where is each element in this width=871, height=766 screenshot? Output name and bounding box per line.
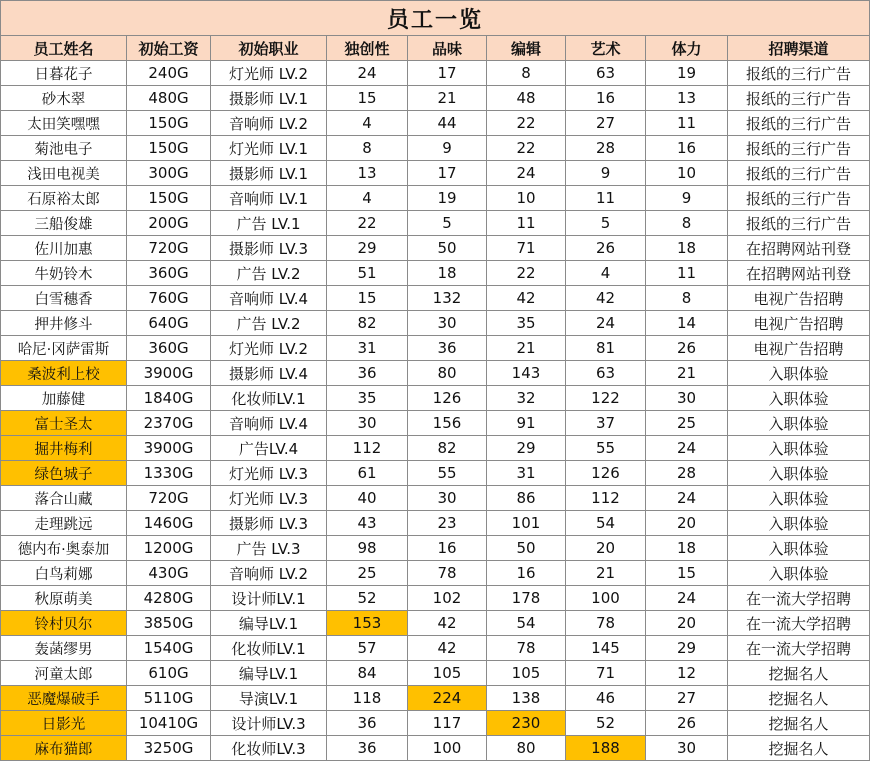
column-header-editing[interactable]: 编辑 [487, 36, 566, 61]
table-row [1, 386, 870, 411]
stamina-cell[interactable]: 11 [646, 111, 728, 136]
originality-cell[interactable]: 24 [327, 61, 408, 86]
channel-cell[interactable]: 在一流大学招聘 [728, 611, 870, 636]
name-cell[interactable]: 砂木翠 [1, 86, 127, 111]
art-cell[interactable]: 81 [566, 336, 646, 361]
table-row [1, 211, 870, 236]
table-row [1, 511, 870, 536]
editing-cell[interactable]: 86 [487, 486, 566, 511]
column-header-originality[interactable]: 独创性 [327, 36, 408, 61]
job-cell[interactable]: 音响师 LV.2 [211, 561, 327, 586]
column-header-name[interactable]: 员工姓名 [1, 36, 127, 61]
job-cell[interactable]: 广告 LV.3 [211, 536, 327, 561]
stamina-cell[interactable]: 18 [646, 536, 728, 561]
art-cell[interactable]: 188 [566, 736, 646, 761]
name-cell[interactable]: 秋原萌美 [1, 586, 127, 611]
stamina-cell[interactable]: 26 [646, 711, 728, 736]
job-cell[interactable]: 广告LV.4 [211, 436, 327, 461]
taste-cell[interactable]: 42 [408, 611, 487, 636]
salary-cell[interactable]: 200G [127, 211, 211, 236]
name-cell[interactable]: 太田笑嘿嘿 [1, 111, 127, 136]
taste-cell[interactable]: 17 [408, 61, 487, 86]
originality-cell[interactable]: 30 [327, 411, 408, 436]
table-row [1, 736, 870, 761]
channel-cell[interactable]: 报纸的三行广告 [728, 61, 870, 86]
channel-cell[interactable]: 电视广告招聘 [728, 286, 870, 311]
stamina-cell[interactable]: 13 [646, 86, 728, 111]
column-header-salary[interactable]: 初始工资 [127, 36, 211, 61]
art-cell[interactable]: 16 [566, 86, 646, 111]
salary-cell[interactable]: 3850G [127, 611, 211, 636]
editing-cell[interactable]: 71 [487, 236, 566, 261]
channel-cell[interactable]: 电视广告招聘 [728, 336, 870, 361]
art-cell[interactable]: 112 [566, 486, 646, 511]
channel-cell[interactable]: 入职体验 [728, 436, 870, 461]
name-cell[interactable]: 麻布猫郎 [1, 736, 127, 761]
salary-cell[interactable]: 760G [127, 286, 211, 311]
originality-cell[interactable]: 25 [327, 561, 408, 586]
editing-cell[interactable]: 8 [487, 61, 566, 86]
editing-cell[interactable]: 11 [487, 211, 566, 236]
column-header-stamina[interactable]: 体力 [646, 36, 728, 61]
art-cell[interactable]: 42 [566, 286, 646, 311]
stamina-cell[interactable]: 29 [646, 636, 728, 661]
taste-cell[interactable]: 30 [408, 486, 487, 511]
taste-cell[interactable]: 17 [408, 161, 487, 186]
stamina-cell[interactable]: 14 [646, 311, 728, 336]
name-cell[interactable]: 落合山藏 [1, 486, 127, 511]
name-cell[interactable]: 德内布·奥泰加 [1, 536, 127, 561]
name-cell[interactable]: 浅田电视美 [1, 161, 127, 186]
taste-cell[interactable]: 224 [408, 686, 487, 711]
name-cell[interactable]: 桑波利上校 [1, 361, 127, 386]
name-cell[interactable]: 白鸟莉娜 [1, 561, 127, 586]
originality-cell[interactable]: 57 [327, 636, 408, 661]
table-row [1, 136, 870, 161]
job-cell[interactable]: 音响师 LV.4 [211, 411, 327, 436]
job-cell[interactable]: 灯光师 LV.2 [211, 61, 327, 86]
art-cell[interactable]: 27 [566, 111, 646, 136]
name-cell[interactable]: 掘井梅利 [1, 436, 127, 461]
stamina-cell[interactable]: 12 [646, 661, 728, 686]
job-cell[interactable]: 广告 LV.1 [211, 211, 327, 236]
job-cell[interactable]: 导演LV.1 [211, 686, 327, 711]
channel-cell[interactable]: 挖掘名人 [728, 711, 870, 736]
originality-cell[interactable]: 52 [327, 586, 408, 611]
art-cell[interactable]: 4 [566, 261, 646, 286]
originality-cell[interactable]: 4 [327, 111, 408, 136]
taste-cell[interactable]: 16 [408, 536, 487, 561]
salary-cell[interactable]: 150G [127, 186, 211, 211]
originality-cell[interactable]: 84 [327, 661, 408, 686]
originality-cell[interactable]: 61 [327, 461, 408, 486]
originality-cell[interactable]: 82 [327, 311, 408, 336]
art-cell[interactable]: 11 [566, 186, 646, 211]
salary-cell[interactable]: 3900G [127, 361, 211, 386]
channel-cell[interactable]: 电视广告招聘 [728, 311, 870, 336]
channel-cell[interactable]: 在一流大学招聘 [728, 636, 870, 661]
originality-cell[interactable]: 15 [327, 286, 408, 311]
column-header-taste[interactable]: 品味 [408, 36, 487, 61]
salary-cell[interactable]: 480G [127, 86, 211, 111]
editing-cell[interactable]: 24 [487, 161, 566, 186]
name-cell[interactable]: 押井修斗 [1, 311, 127, 336]
name-cell[interactable]: 走理跳远 [1, 511, 127, 536]
channel-cell[interactable]: 报纸的三行广告 [728, 111, 870, 136]
salary-cell[interactable]: 1200G [127, 536, 211, 561]
job-cell[interactable]: 灯光师 LV.3 [211, 461, 327, 486]
name-cell[interactable]: 日影光 [1, 711, 127, 736]
table-row [1, 236, 870, 261]
originality-cell[interactable]: 4 [327, 186, 408, 211]
table-row [1, 311, 870, 336]
name-cell[interactable]: 佐川加惠 [1, 236, 127, 261]
editing-cell[interactable]: 21 [487, 336, 566, 361]
table-row [1, 611, 870, 636]
taste-cell[interactable]: 55 [408, 461, 487, 486]
originality-cell[interactable]: 51 [327, 261, 408, 286]
taste-cell[interactable]: 78 [408, 561, 487, 586]
salary-cell[interactable]: 10410G [127, 711, 211, 736]
editing-cell[interactable]: 78 [487, 636, 566, 661]
taste-cell[interactable]: 23 [408, 511, 487, 536]
editing-cell[interactable]: 29 [487, 436, 566, 461]
originality-cell[interactable]: 118 [327, 686, 408, 711]
table-row [1, 86, 870, 111]
channel-cell[interactable]: 挖掘名人 [728, 686, 870, 711]
editing-cell[interactable]: 178 [487, 586, 566, 611]
salary-cell[interactable]: 5110G [127, 686, 211, 711]
name-cell[interactable]: 轰菡缪男 [1, 636, 127, 661]
channel-cell[interactable]: 报纸的三行广告 [728, 211, 870, 236]
taste-cell[interactable]: 5 [408, 211, 487, 236]
taste-cell[interactable]: 80 [408, 361, 487, 386]
job-cell[interactable]: 化妆师LV.1 [211, 386, 327, 411]
table-row [1, 361, 870, 386]
table-row [1, 461, 870, 486]
art-cell[interactable]: 126 [566, 461, 646, 486]
originality-cell[interactable]: 153 [327, 611, 408, 636]
taste-cell[interactable]: 100 [408, 736, 487, 761]
channel-cell[interactable]: 入职体验 [728, 361, 870, 386]
art-cell[interactable]: 122 [566, 386, 646, 411]
job-cell[interactable]: 摄影师 LV.1 [211, 86, 327, 111]
job-cell[interactable]: 灯光师 LV.3 [211, 486, 327, 511]
channel-cell[interactable]: 在招聘网站刊登 [728, 261, 870, 286]
salary-cell[interactable]: 360G [127, 336, 211, 361]
stamina-cell[interactable]: 25 [646, 411, 728, 436]
salary-cell[interactable]: 430G [127, 561, 211, 586]
name-cell[interactable]: 日暮花子 [1, 61, 127, 86]
table-row [1, 536, 870, 561]
name-cell[interactable]: 牛奶铃木 [1, 261, 127, 286]
column-header-row [1, 36, 870, 61]
salary-cell[interactable]: 300G [127, 161, 211, 186]
taste-cell[interactable]: 9 [408, 136, 487, 161]
originality-cell[interactable]: 36 [327, 736, 408, 761]
stamina-cell[interactable]: 20 [646, 611, 728, 636]
editing-cell[interactable]: 143 [487, 361, 566, 386]
stamina-cell[interactable]: 30 [646, 386, 728, 411]
channel-cell[interactable]: 挖掘名人 [728, 736, 870, 761]
editing-cell[interactable]: 10 [487, 186, 566, 211]
stamina-cell[interactable]: 24 [646, 436, 728, 461]
salary-cell[interactable]: 150G [127, 111, 211, 136]
originality-cell[interactable]: 31 [327, 336, 408, 361]
editing-cell[interactable]: 16 [487, 561, 566, 586]
name-cell[interactable]: 三船俊雄 [1, 211, 127, 236]
table-row [1, 561, 870, 586]
stamina-cell[interactable]: 10 [646, 161, 728, 186]
salary-cell[interactable]: 720G [127, 236, 211, 261]
salary-cell[interactable]: 1540G [127, 636, 211, 661]
originality-cell[interactable]: 22 [327, 211, 408, 236]
salary-cell[interactable]: 720G [127, 486, 211, 511]
salary-cell[interactable]: 1840G [127, 386, 211, 411]
job-cell[interactable]: 编导LV.1 [211, 611, 327, 636]
channel-cell[interactable]: 在一流大学招聘 [728, 586, 870, 611]
stamina-cell[interactable]: 16 [646, 136, 728, 161]
art-cell[interactable]: 28 [566, 136, 646, 161]
column-header-job[interactable]: 初始职业 [211, 36, 327, 61]
editing-cell[interactable]: 101 [487, 511, 566, 536]
channel-cell[interactable]: 入职体验 [728, 386, 870, 411]
stamina-cell[interactable]: 8 [646, 286, 728, 311]
originality-cell[interactable]: 36 [327, 361, 408, 386]
editing-cell[interactable]: 31 [487, 461, 566, 486]
job-cell[interactable]: 广告 LV.2 [211, 311, 327, 336]
taste-cell[interactable]: 21 [408, 86, 487, 111]
taste-cell[interactable]: 50 [408, 236, 487, 261]
table-row [1, 336, 870, 361]
table-row [1, 486, 870, 511]
name-cell[interactable]: 恶魔爆破手 [1, 686, 127, 711]
job-cell[interactable]: 编导LV.1 [211, 661, 327, 686]
channel-cell[interactable]: 报纸的三行广告 [728, 186, 870, 211]
name-cell[interactable]: 铃村贝尔 [1, 611, 127, 636]
salary-cell[interactable]: 3250G [127, 736, 211, 761]
art-cell[interactable]: 37 [566, 411, 646, 436]
art-cell[interactable]: 71 [566, 661, 646, 686]
job-cell[interactable]: 摄影师 LV.3 [211, 236, 327, 261]
channel-cell[interactable]: 入职体验 [728, 536, 870, 561]
art-cell[interactable]: 24 [566, 311, 646, 336]
salary-cell[interactable]: 640G [127, 311, 211, 336]
originality-cell[interactable]: 35 [327, 386, 408, 411]
table-row [1, 261, 870, 286]
salary-cell[interactable]: 4280G [127, 586, 211, 611]
art-cell[interactable]: 52 [566, 711, 646, 736]
title-row [1, 1, 870, 36]
job-cell[interactable]: 摄影师 LV.4 [211, 361, 327, 386]
salary-cell[interactable]: 610G [127, 661, 211, 686]
job-cell[interactable]: 灯光师 LV.1 [211, 136, 327, 161]
art-cell[interactable]: 55 [566, 436, 646, 461]
art-cell[interactable]: 5 [566, 211, 646, 236]
column-header-art[interactable]: 艺术 [566, 36, 646, 61]
art-cell[interactable]: 54 [566, 511, 646, 536]
table-row [1, 111, 870, 136]
channel-cell[interactable]: 入职体验 [728, 511, 870, 536]
taste-cell[interactable]: 117 [408, 711, 487, 736]
salary-cell[interactable]: 3900G [127, 436, 211, 461]
table-title: 员工一览 [1, 1, 870, 36]
job-cell[interactable]: 化妆师LV.3 [211, 736, 327, 761]
stamina-cell[interactable]: 20 [646, 511, 728, 536]
taste-cell[interactable]: 156 [408, 411, 487, 436]
stamina-cell[interactable]: 26 [646, 336, 728, 361]
originality-cell[interactable]: 29 [327, 236, 408, 261]
art-cell[interactable]: 26 [566, 236, 646, 261]
editing-cell[interactable]: 80 [487, 736, 566, 761]
stamina-cell[interactable]: 18 [646, 236, 728, 261]
editing-cell[interactable]: 22 [487, 261, 566, 286]
channel-cell[interactable]: 挖掘名人 [728, 661, 870, 686]
name-cell[interactable]: 绿色城子 [1, 461, 127, 486]
name-cell[interactable]: 河童太郎 [1, 661, 127, 686]
taste-cell[interactable]: 36 [408, 336, 487, 361]
art-cell[interactable]: 100 [566, 586, 646, 611]
name-cell[interactable]: 富士圣太 [1, 411, 127, 436]
name-cell[interactable]: 加藤健 [1, 386, 127, 411]
job-cell[interactable]: 摄影师 LV.3 [211, 511, 327, 536]
originality-cell[interactable]: 13 [327, 161, 408, 186]
originality-cell[interactable]: 112 [327, 436, 408, 461]
table-row [1, 411, 870, 436]
stamina-cell[interactable]: 27 [646, 686, 728, 711]
name-cell[interactable]: 石原裕太郎 [1, 186, 127, 211]
originality-cell[interactable]: 36 [327, 711, 408, 736]
job-cell[interactable]: 广告 LV.2 [211, 261, 327, 286]
art-cell[interactable]: 9 [566, 161, 646, 186]
table-row [1, 161, 870, 186]
table-row [1, 686, 870, 711]
channel-cell[interactable]: 入职体验 [728, 411, 870, 436]
salary-cell[interactable]: 1330G [127, 461, 211, 486]
channel-cell[interactable]: 报纸的三行广告 [728, 86, 870, 111]
editing-cell[interactable]: 230 [487, 711, 566, 736]
stamina-cell[interactable]: 24 [646, 486, 728, 511]
originality-cell[interactable]: 40 [327, 486, 408, 511]
table-row [1, 286, 870, 311]
stamina-cell[interactable]: 21 [646, 361, 728, 386]
job-cell[interactable]: 设计师LV.1 [211, 586, 327, 611]
salary-cell[interactable]: 360G [127, 261, 211, 286]
table-row [1, 711, 870, 736]
table-body [1, 61, 870, 761]
editing-cell[interactable]: 105 [487, 661, 566, 686]
stamina-cell[interactable]: 28 [646, 461, 728, 486]
stamina-cell[interactable]: 24 [646, 586, 728, 611]
salary-cell[interactable]: 1460G [127, 511, 211, 536]
taste-cell[interactable]: 126 [408, 386, 487, 411]
channel-cell[interactable]: 入职体验 [728, 486, 870, 511]
job-cell[interactable]: 音响师 LV.4 [211, 286, 327, 311]
table-row [1, 61, 870, 86]
originality-cell[interactable]: 8 [327, 136, 408, 161]
taste-cell[interactable]: 105 [408, 661, 487, 686]
stamina-cell[interactable]: 30 [646, 736, 728, 761]
name-cell[interactable]: 菊池电子 [1, 136, 127, 161]
editing-cell[interactable]: 91 [487, 411, 566, 436]
salary-cell[interactable]: 2370G [127, 411, 211, 436]
editing-cell[interactable]: 50 [487, 536, 566, 561]
channel-cell[interactable]: 报纸的三行广告 [728, 136, 870, 161]
table-row [1, 661, 870, 686]
editing-cell[interactable]: 32 [487, 386, 566, 411]
art-cell[interactable]: 20 [566, 536, 646, 561]
originality-cell[interactable]: 98 [327, 536, 408, 561]
name-cell[interactable]: 白雪穗香 [1, 286, 127, 311]
salary-cell[interactable]: 240G [127, 61, 211, 86]
name-cell[interactable]: 哈尼·冈萨雷斯 [1, 336, 127, 361]
table-row [1, 586, 870, 611]
art-cell[interactable]: 63 [566, 61, 646, 86]
channel-cell[interactable]: 入职体验 [728, 561, 870, 586]
salary-cell[interactable]: 150G [127, 136, 211, 161]
editing-cell[interactable]: 22 [487, 111, 566, 136]
stamina-cell[interactable]: 8 [646, 211, 728, 236]
art-cell[interactable]: 46 [566, 686, 646, 711]
editing-cell[interactable]: 54 [487, 611, 566, 636]
table-row [1, 636, 870, 661]
editing-cell[interactable]: 35 [487, 311, 566, 336]
taste-cell[interactable]: 82 [408, 436, 487, 461]
column-header-channel[interactable]: 招聘渠道 [728, 36, 870, 61]
editing-cell[interactable]: 22 [487, 136, 566, 161]
channel-cell[interactable]: 在招聘网站刊登 [728, 236, 870, 261]
originality-cell[interactable]: 43 [327, 511, 408, 536]
taste-cell[interactable]: 44 [408, 111, 487, 136]
taste-cell[interactable]: 18 [408, 261, 487, 286]
stamina-cell[interactable]: 9 [646, 186, 728, 211]
job-cell[interactable]: 音响师 LV.2 [211, 111, 327, 136]
channel-cell[interactable]: 报纸的三行广告 [728, 161, 870, 186]
job-cell[interactable]: 摄影师 LV.1 [211, 161, 327, 186]
editing-cell[interactable]: 42 [487, 286, 566, 311]
art-cell[interactable]: 78 [566, 611, 646, 636]
stamina-cell[interactable]: 15 [646, 561, 728, 586]
taste-cell[interactable]: 30 [408, 311, 487, 336]
art-cell[interactable]: 21 [566, 561, 646, 586]
art-cell[interactable]: 63 [566, 361, 646, 386]
taste-cell[interactable]: 19 [408, 186, 487, 211]
taste-cell[interactable]: 42 [408, 636, 487, 661]
originality-cell[interactable]: 15 [327, 86, 408, 111]
job-cell[interactable]: 音响师 LV.1 [211, 186, 327, 211]
channel-cell[interactable]: 入职体验 [728, 461, 870, 486]
editing-cell[interactable]: 138 [487, 686, 566, 711]
job-cell[interactable]: 化妆师LV.1 [211, 636, 327, 661]
table-row [1, 186, 870, 211]
taste-cell[interactable]: 132 [408, 286, 487, 311]
job-cell[interactable]: 灯光师 LV.2 [211, 336, 327, 361]
stamina-cell[interactable]: 19 [646, 61, 728, 86]
taste-cell[interactable]: 102 [408, 586, 487, 611]
stamina-cell[interactable]: 11 [646, 261, 728, 286]
table-row [1, 436, 870, 461]
editing-cell[interactable]: 48 [487, 86, 566, 111]
job-cell[interactable]: 设计师LV.3 [211, 711, 327, 736]
art-cell[interactable]: 145 [566, 636, 646, 661]
